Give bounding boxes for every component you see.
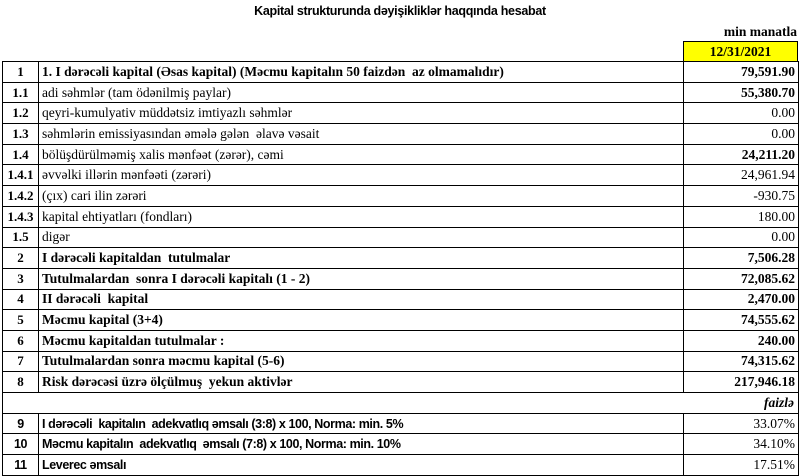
row-label-cell: Məcmu kapital (3+4) [39, 310, 684, 331]
row-num-cell: 9 [3, 413, 39, 434]
table-row [3, 372, 799, 393]
table-row-divider [3, 393, 799, 414]
percent-section-label: faizlə [3, 393, 799, 414]
table-row [3, 351, 799, 372]
table-row [3, 82, 799, 103]
row-num-cell: 7 [3, 351, 39, 372]
row-value-cell: 24,961.94 [684, 165, 799, 186]
table-row [3, 248, 799, 269]
row-label-cell: I dərəcəli kapitalın adekvatlıq əmsalı (3:8) x 100, Norma: min. 5% [39, 413, 684, 434]
row-value-cell: 55,380.70 [684, 82, 799, 103]
row-value-cell: 33.07% [684, 413, 799, 434]
table-row [3, 103, 799, 124]
page-title: Kapital strukturunda dəyişikliklər haqqında hesabat [254, 4, 546, 18]
table-row [3, 206, 799, 227]
row-value-cell: 240.00 [684, 330, 799, 351]
row-value-cell: 217,946.18 [684, 372, 799, 393]
row-num-cell: 1.4 [3, 144, 39, 165]
row-value-cell: 0.00 [684, 227, 799, 248]
date-header-cell: 12/31/2021 [683, 41, 798, 61]
row-num-cell: 1.4.2 [3, 186, 39, 207]
row-num-cell: 1 [3, 62, 39, 83]
row-num-cell: 4 [3, 289, 39, 310]
row-label-cell: (çıx) cari ilin zərəri [39, 186, 684, 207]
row-label-cell: II dərəcəli kapital [39, 289, 684, 310]
row-label-cell: 1. I dərəcəli kapital (Əsas kapital) (Məcmu kapitalın 50 faizdən az olmamalıdır) [39, 62, 684, 83]
row-label-cell: Tutulmalardan sonra I dərəcəli kapitalı (1 - 2) [39, 268, 684, 289]
row-num-cell: 1.4.1 [3, 165, 39, 186]
row-label-cell: digər [39, 227, 684, 248]
row-value-cell: 34.10% [684, 434, 799, 455]
row-num-cell: 1.4.3 [3, 206, 39, 227]
row-num-cell: 2 [3, 248, 39, 269]
row-num-cell: 11 [3, 455, 39, 476]
row-value-cell: 0.00 [684, 124, 799, 145]
row-num-cell: 1.2 [3, 103, 39, 124]
table-row [3, 330, 799, 351]
table-row [3, 186, 799, 207]
row-num-cell: 1.1 [3, 82, 39, 103]
row-value-cell: 74,555.62 [684, 310, 799, 331]
row-num-cell: 1.3 [3, 124, 39, 145]
row-num-cell: 10 [3, 434, 39, 455]
table-row [3, 455, 799, 476]
row-label-cell: Məcmu kapitaldan tutulmalar : [39, 330, 684, 351]
row-num-cell: 1.5 [3, 227, 39, 248]
row-label-cell: bölüşdürülməmiş xalis mənfəət (zərər), cəmi [39, 144, 684, 165]
row-value-cell: 7,506.28 [684, 248, 799, 269]
row-label-cell: qeyri-kumulyativ müddətsiz imtiyazlı səhmlər [39, 103, 684, 124]
row-num-cell: 5 [3, 310, 39, 331]
unit-label: min manatla [723, 24, 797, 39]
table-row [3, 310, 799, 331]
row-value-cell: 2,470.00 [684, 289, 799, 310]
row-label-cell: Məcmu kapitalın adekvatlıq əmsalı (7:8) x 100, Norma: min. 10% [39, 434, 684, 455]
row-label-cell: I dərəcəli kapitaldan tutulmalar [39, 248, 684, 269]
table-row [3, 289, 799, 310]
row-value-cell: 0.00 [684, 103, 799, 124]
row-label-cell: Tutulmalardan sonra məcmu kapital (5-6) [39, 351, 684, 372]
table-row [3, 124, 799, 145]
table-row [3, 227, 799, 248]
row-label-cell: səhmlərin emissiyasından əmələ gələn əlavə vəsait [39, 124, 684, 145]
row-value-cell: 24,211.20 [684, 144, 799, 165]
table-row [3, 165, 799, 186]
row-label-cell: Leverec əmsalı [39, 455, 684, 476]
row-num-cell: 8 [3, 372, 39, 393]
row-value-cell: 180.00 [684, 206, 799, 227]
row-num-cell: 6 [3, 330, 39, 351]
table-row [3, 268, 799, 289]
row-value-cell: 17.51% [684, 455, 799, 476]
row-label-cell: kapital ehtiyatları (fondları) [39, 206, 684, 227]
table-row [3, 144, 799, 165]
row-value-cell: 74,315.62 [684, 351, 799, 372]
capital-structure-table [2, 61, 799, 476]
row-label-cell: adi səhmlər (tam ödənilmiş paylar) [39, 82, 684, 103]
row-label-cell: əvvəlki illərin mənfəəti (zərəri) [39, 165, 684, 186]
table-row [3, 413, 799, 434]
row-value-cell: -930.75 [684, 186, 799, 207]
row-value-cell: 72,085.62 [684, 268, 799, 289]
row-value-cell: 79,591.90 [684, 62, 799, 83]
row-num-cell: 3 [3, 268, 39, 289]
table-row [3, 434, 799, 455]
row-label-cell: Risk dərəcəsi üzrə ölçülmuş yekun aktivlər [39, 372, 684, 393]
table-row [3, 62, 799, 83]
